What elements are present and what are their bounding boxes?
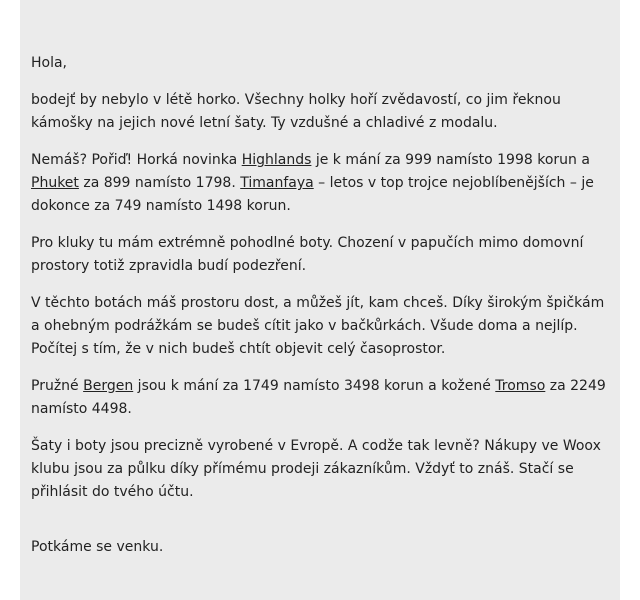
signoff: Potkáme se venku. (31, 539, 164, 555)
paragraph-dress-offers (31, 149, 608, 218)
paragraph-summer-dresses: bodejť by nebylo v létě horko. Všechny holky hoří zvědavostí, co jim řeknou kámošky na jejich nové letní šaty. Ty vzdušné a chladivé z modalu. (31, 92, 561, 131)
text-segment: Pružné (31, 378, 84, 394)
text-segment: za 899 namísto 1798. (78, 175, 241, 191)
text-segment: Nemáš? Pořiď! Horká novinka (31, 152, 242, 168)
paragraph-shoe-offers (31, 375, 608, 421)
link-highlands[interactable]: Highlands (241, 152, 312, 168)
link-phuket[interactable]: Phuket (31, 175, 79, 191)
text-segment: je k mání za 999 namísto 1998 korun a (311, 152, 590, 168)
paragraph-shoes-intro: Pro kluky tu mám extrémně pohodlné boty. Chození v papučích mimo domovní prostory totiž zpravidla budí podezření. (31, 235, 584, 274)
text-segment: jsou k mání za 1749 namísto 3498 korun a kožené (133, 378, 496, 394)
paragraph-europe-made: Šaty i boty jsou precizně vyrobené v Evropě. A codže tak levně? Nákupy ve Woox klubu jsou za půlku díky přímému prodeji zákazníkům. Vždyť to znáš. Stačí se přihlásit do tvého účtu. (31, 438, 601, 500)
link-tromso[interactable]: Tromso (495, 378, 546, 394)
link-bergen[interactable]: Bergen (83, 378, 134, 394)
greeting: Hola, (31, 55, 68, 71)
email-body (20, 0, 620, 600)
link-timanfaya[interactable]: Timanfaya (240, 175, 314, 191)
text-segment: – letos v top trojce nejoblíbenějších – je dokonce za 749 namísto 1498 korun. (31, 175, 594, 214)
text-segment: za 2249 namísto 4498. (31, 378, 606, 417)
paragraph-shoes-comfort: V těchto botách máš prostoru dost, a můžeš jít, kam chceš. Díky širokým špičkám a ohebným podrážkám se budeš cítit jako v bačkůrkách. Všude doma a nejlíp. Počítej s tím, že v nich budeš chtít objevit celý časoprostor. (31, 295, 605, 357)
